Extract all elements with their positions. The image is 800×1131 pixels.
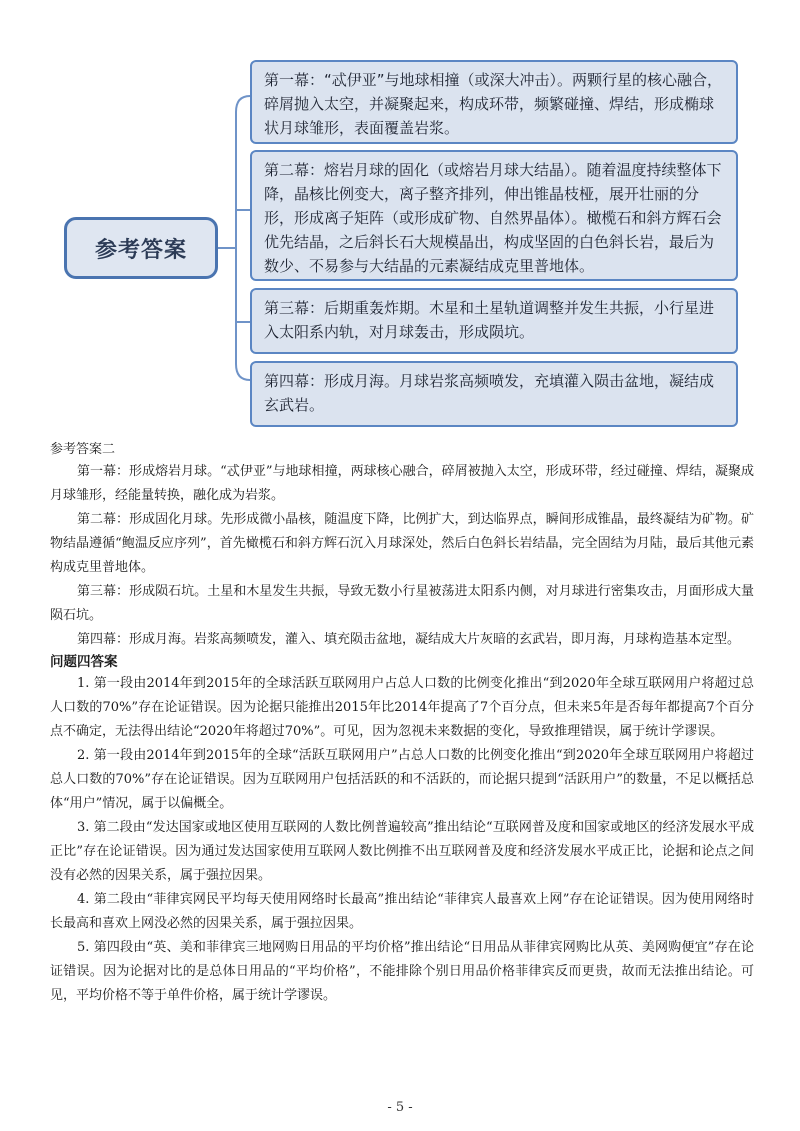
- mindmap-branch-text: 第一幕：“忒伊亚”与地球相撞（或深大冲击）。两颗行星的核心融合，碎屑抛入太空，并凝聚起来，构成环带，频繁碰撞、焊结，形成椭球状月球雏形，表面覆盖岩浆。: [264, 71, 723, 137]
- answer2-paragraph-3: 第三幕：形成陨石坑。土星和木星发生共振，导致无数小行星被荡进太阳系内侧，对月球进行密集攻击，月面形成大量陨石坑。: [50, 584, 754, 623]
- answer4-item-1: 1. 第一段由2014年到2015年的全球活跃互联网用户占总人口数的比例变化推出“到2020年全球互联网用户将超过总人口数的70%”存在论证错误。因为论据只能推出2015年比2014年提高了7个百分点，但未来5年是否每年都提高7个百分点不确定，无法得出结论“2020年将超过70%”。可见，因为忽视未来数据的变化，导致推理错误，属于统计学谬误。: [50, 676, 754, 739]
- mindmap-branch-text: 第二幕：熔岩月球的固化（或熔岩月球大结晶）。随着温度持续整体下降，晶核比例变大，离子整齐排列，伸出锥晶枝桠，展开壮丽的分形，形成离子矩阵（或形成矿物、自然界晶体）。橄榄石和斜方辉石会优先结晶，之后斜长石大规模晶出，构成坚固的白色斜长岩，最后为数少、不易参与大结晶的元素凝结成克里普地体。: [264, 161, 722, 275]
- answer4-item-2: 2. 第一段由2014年到2015年的全球“活跃互联网用户”占总人口数的比例变化推出“到2020年全球互联网用户将超过总人口数的70%”存在论证错误。因为互联网用户包括活跃的和不活跃的，而论据只提到“活跃用户”的数量，不足以概括总体“用户”情况，属于以偏概全。: [50, 748, 754, 811]
- mindmap-branch-act-3: [250, 288, 738, 354]
- answer4-item-4: 4. 第二段由“菲律宾网民平均每天使用网络时长最高”推出结论“菲律宾人最喜欢上网”存在论证错误。因为使用网络时长最高和喜欢上网没必然的因果关系，属于强拉因果。: [50, 892, 754, 931]
- mindmap-branch-act-1: [250, 60, 738, 144]
- page-number: - 5 -: [387, 1100, 413, 1115]
- answer4-title: 问题四答案: [50, 654, 118, 670]
- document-body: [50, 440, 754, 1008]
- answer4-item-5: 5. 第四段由“英、美和菲律宾三地网购日用品的平均价格”推出结论“日用品从菲律宾网购比从英、美网购便宜”存在论证错误。因为论据对比的是总体日用品的“平均价格”，不能排除个别日用品价格菲律宾反而更贵，故而无法推出结论。可见，平均价格不等于单件价格，属于统计学谬误。: [50, 940, 754, 1003]
- mindmap: [0, 0, 800, 440]
- mindmap-branch-text: 第三幕：后期重轰炸期。木星和土星轨道调整并发生共振，小行星进入太阳系内轨，对月球轰击，形成陨坑。: [264, 299, 715, 341]
- mindmap-branch-act-2: [250, 150, 738, 281]
- answer2-title: 参考答案二: [50, 442, 116, 457]
- answer2-paragraph-2: 第二幕：形成固化月球。先形成微小晶核，随温度下降，比例扩大，到达临界点，瞬间形成锥晶，最终凝结为矿物。矿物结晶遵循“鲍温反应序列”，首先橄榄石和斜方辉石沉入月球深处，然后白色斜长岩结晶，完全固结为月陆，最后其他元素构成克里普地体。: [50, 512, 754, 575]
- mindmap-branch-act-4: [250, 361, 738, 427]
- answer2-paragraph-4: 第四幕：形成月海。岩浆高频喷发，灌入、填充陨击盆地，凝结成大片灰暗的玄武岩，即月海，月球构造基本定型。: [77, 632, 741, 647]
- answer4-item-3: 3. 第二段由“发达国家或地区使用互联网的人数比例普遍较高”推出结论“互联网普及度和国家或地区的经济发展水平成正比”存在论证错误。因为通过发达国家使用互联网人数比例推不出互联网普及度和经济发展水平成正比，论据和论点之间没有必然的因果关系，属于强拉因果。: [50, 820, 754, 883]
- answer2-paragraph-1: 第一幕：形成熔岩月球。“忒伊亚”与地球相撞，两球核心融合，碎屑被抛入太空，形成环带，经过碰撞、焊结，凝聚成月球雏形，经能量转换，融化成为岩浆。: [50, 464, 754, 503]
- mindmap-root-label: 参考答案: [94, 237, 187, 263]
- mindmap-branch-text: 第四幕：形成月海。月球岩浆高频喷发，充填灌入陨击盆地，凝结成玄武岩。: [264, 372, 715, 414]
- mindmap-root: [64, 217, 218, 279]
